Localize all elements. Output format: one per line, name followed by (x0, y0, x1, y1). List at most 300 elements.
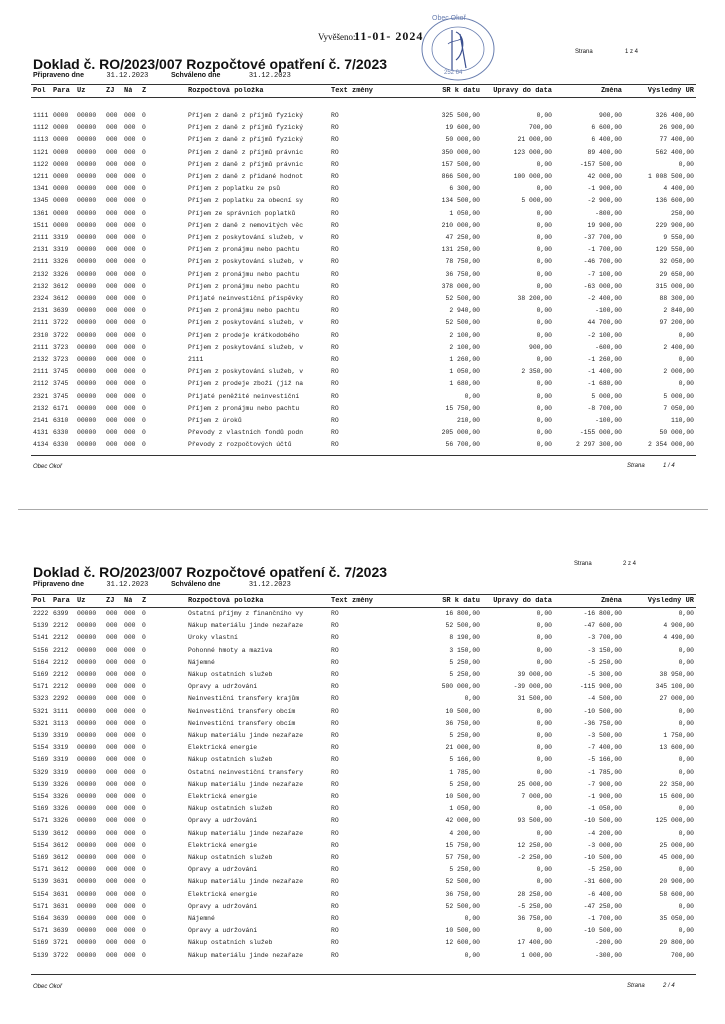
cell-z: 0 (142, 866, 146, 874)
cell-zj: 000 (106, 658, 118, 666)
cell-text: RO (331, 441, 339, 449)
cell-pol: 5321 (33, 719, 49, 727)
cell-na: 000 (124, 622, 136, 630)
cell-zmena: 900,00 (598, 112, 622, 119)
cell-z: 0 (142, 646, 146, 654)
cell-para: 2292 (53, 695, 69, 703)
cell-uz: 00000 (77, 768, 97, 776)
cell-item: Příjem z daně z přidané hodnot (188, 173, 304, 180)
col-zj: ZJ (106, 597, 115, 605)
cell-opravy: 1 000,00 (521, 951, 552, 959)
cell-opravy: 0,00 (536, 160, 552, 168)
cell-text: RO (331, 683, 339, 691)
cell-uz: 00000 (77, 829, 97, 837)
page-2-footer-org: Obec Okoř (33, 984, 63, 990)
cell-para: 3111 (53, 707, 69, 715)
cell-zmena: -16 800,00 (583, 610, 622, 617)
cell-sr: 16 800,00 (445, 610, 480, 617)
cell-para: 6171 (53, 404, 69, 412)
cell-vysledny: 29 800,00 (659, 939, 694, 947)
cell-na: 000 (124, 234, 136, 241)
cell-para: 3326 (53, 270, 69, 278)
cell-opravy: 0,00 (536, 805, 552, 813)
table-row (0, 197, 725, 207)
cell-item: Příjem z daně z příjmů fyzický (188, 124, 304, 132)
cell-item: Příjem z poskytování služeb, v (188, 234, 304, 241)
cell-uz: 00000 (77, 392, 97, 400)
table-row (0, 307, 725, 317)
cell-vysledny: 4 400,00 (663, 185, 694, 193)
cell-zj: 000 (106, 646, 118, 654)
cell-zj: 000 (106, 744, 118, 752)
cell-uz: 00000 (77, 744, 97, 752)
cell-na: 000 (124, 780, 136, 788)
cell-text: RO (331, 112, 339, 119)
cell-uz: 00000 (77, 404, 97, 412)
cell-na: 000 (124, 258, 136, 266)
cell-zj: 000 (106, 221, 118, 229)
cell-z: 0 (142, 683, 146, 691)
cell-vysledny: 2 354 000,00 (647, 441, 694, 449)
cell-zmena: -2 100,00 (587, 331, 622, 339)
cell-z: 0 (142, 902, 146, 910)
cell-pol: 5164 (33, 915, 49, 922)
cell-para: 3745 (53, 380, 69, 388)
cell-pol: 5169 (33, 805, 49, 813)
cell-na: 000 (124, 744, 136, 752)
page-1-header-top-rule (31, 84, 696, 85)
cell-uz: 00000 (77, 915, 97, 922)
cell-zmena: -4 200,00 (587, 829, 622, 837)
col-vysledny: Výsledný UR (647, 597, 694, 605)
cell-zj: 000 (106, 343, 118, 351)
cell-na: 000 (124, 890, 136, 898)
cell-na: 000 (124, 683, 136, 691)
cell-sr: 52 500,00 (445, 878, 480, 886)
cell-z: 0 (142, 356, 146, 363)
cell-zmena: 44 700,00 (587, 319, 622, 327)
table-row (0, 136, 725, 146)
cell-sr: 210,00 (456, 417, 480, 424)
cell-item: Neinvestiční transfery krajům (188, 695, 300, 703)
cell-item: Převody z rozpočtových účtů (188, 441, 292, 449)
cell-item: Příjem z daně z příjmů právnic (188, 160, 304, 168)
cell-text: RO (331, 695, 339, 703)
col-vysledny: Výsledný UR (647, 87, 694, 95)
cell-zj: 000 (106, 392, 118, 400)
cell-opravy: 0,00 (536, 441, 552, 449)
cell-zj: 000 (106, 197, 118, 205)
cell-text: RO (331, 307, 339, 315)
table-row (0, 793, 725, 803)
cell-item: Příjem z úroků (188, 417, 242, 424)
table-row (0, 368, 725, 378)
cell-para: 2212 (53, 671, 69, 678)
cell-item: Opravy a udržování (188, 683, 258, 691)
cell-vysledny: 20 900,00 (659, 878, 694, 886)
cell-sr: 4 200,00 (449, 829, 480, 837)
cell-item: Příjem z pronájmu nebo pachtu (188, 270, 300, 278)
cell-zj: 000 (106, 622, 118, 630)
cell-pol: 2222 (33, 610, 49, 617)
cell-na: 000 (124, 939, 136, 947)
cell-zmena: -3 150,00 (587, 646, 622, 654)
cell-z: 0 (142, 671, 146, 678)
posted-date: 11-01- 2024 (354, 29, 424, 43)
cell-opravy: 0,00 (536, 658, 552, 666)
cell-uz: 00000 (77, 307, 97, 315)
table-row (0, 781, 725, 791)
cell-opravy: 0,00 (536, 732, 552, 739)
cell-uz: 00000 (77, 221, 97, 229)
cell-z: 0 (142, 841, 146, 849)
cell-z: 0 (142, 404, 146, 412)
table-row (0, 222, 725, 232)
cell-uz: 00000 (77, 148, 97, 156)
page-1-footer-strana: Strana (627, 463, 645, 469)
cell-vysledny: 32 050,00 (659, 258, 694, 266)
cell-text: RO (331, 902, 339, 910)
cell-vysledny: 0,00 (678, 356, 694, 363)
cell-z: 0 (142, 756, 146, 764)
cell-na: 000 (124, 841, 136, 849)
cell-sr: 5 250,00 (449, 866, 480, 874)
cell-zmena: -10 500,00 (583, 817, 622, 825)
cell-sr: 12 600,00 (445, 939, 480, 947)
cell-item: Elektrická energie (188, 890, 258, 898)
table-row (0, 417, 725, 427)
cell-item: Elektrická energie (188, 841, 258, 849)
cell-para: 3319 (53, 768, 69, 776)
table-row (0, 878, 725, 888)
cell-pol: 2132 (33, 270, 49, 278)
cell-na: 000 (124, 756, 136, 764)
cell-zmena: -3 500,00 (587, 732, 622, 739)
cell-text: RO (331, 756, 339, 764)
cell-zmena: -200,00 (595, 939, 622, 947)
cell-z: 0 (142, 136, 146, 144)
cell-zj: 000 (106, 805, 118, 813)
cell-para: 3631 (53, 890, 69, 898)
cell-text: RO (331, 221, 339, 229)
cell-z: 0 (142, 258, 146, 266)
cell-z: 0 (142, 368, 146, 376)
cell-text: RO (331, 646, 339, 654)
cell-item: Příjem z pronájmu nebo pachtu (188, 307, 300, 315)
col-zj: ZJ (106, 87, 115, 95)
cell-zmena: -1 050,00 (587, 805, 622, 813)
cell-opravy: -5 250,00 (517, 902, 552, 910)
cell-zj: 000 (106, 185, 118, 193)
cell-uz: 00000 (77, 793, 97, 800)
cell-text: RO (331, 136, 339, 144)
cell-sr: 134 500,00 (441, 197, 480, 205)
cell-vysledny: 7 050,00 (663, 404, 694, 412)
cell-zj: 000 (106, 173, 118, 180)
cell-z: 0 (142, 890, 146, 898)
cell-para: 6399 (53, 610, 69, 617)
cell-z: 0 (142, 209, 146, 217)
cell-vysledny: 136 600,00 (655, 197, 694, 205)
cell-zmena: -300,00 (595, 951, 622, 959)
cell-z: 0 (142, 719, 146, 727)
cell-z: 0 (142, 221, 146, 229)
cell-sr: 205 000,00 (441, 429, 480, 437)
cell-z: 0 (142, 270, 146, 278)
cell-na: 000 (124, 719, 136, 727)
cell-zj: 000 (106, 695, 118, 703)
col-change-text: Text změny (331, 597, 374, 605)
cell-opravy: 123 000,00 (513, 148, 552, 156)
cell-z: 0 (142, 878, 146, 886)
cell-uz: 00000 (77, 854, 97, 861)
cell-pol: 5139 (33, 732, 49, 739)
cell-pol: 5323 (33, 695, 49, 703)
cell-item: Nákup materiálu jinde nezařaze (188, 951, 304, 959)
cell-para: 3639 (53, 915, 69, 922)
cell-sr: 500 000,00 (441, 683, 480, 691)
cell-na: 000 (124, 221, 136, 229)
cell-text: RO (331, 234, 339, 241)
cell-vysledny: 110,00 (670, 417, 694, 424)
cell-zj: 000 (106, 356, 118, 363)
cell-zj: 000 (106, 234, 118, 241)
cell-pol: 2112 (33, 380, 49, 388)
cell-zmena: 2 297 300,00 (575, 441, 622, 449)
cell-item: Nákup materiálu jinde nezařaze (188, 829, 304, 837)
page-1-title: Doklad č. RO/2023/007 Rozpočtové opatření č. 7/2023 (33, 56, 388, 72)
col-opravy: Úpravy do data (493, 87, 552, 95)
cell-uz: 00000 (77, 356, 97, 363)
cell-opravy: 0,00 (536, 258, 552, 266)
cell-sr: 52 500,00 (445, 319, 480, 327)
cell-zj: 000 (106, 404, 118, 412)
cell-zj: 000 (106, 258, 118, 266)
table-row (0, 393, 725, 403)
table-row (0, 319, 725, 329)
cell-opravy: 0,00 (536, 866, 552, 874)
cell-vysledny: 125 000,00 (655, 817, 694, 825)
cell-para: 3745 (53, 368, 69, 376)
cell-para: 2212 (53, 658, 69, 666)
cell-vysledny: 26 900,00 (659, 124, 694, 132)
cell-pol: 5171 (33, 927, 49, 935)
table-row (0, 659, 725, 669)
cell-na: 000 (124, 112, 136, 119)
cell-na: 000 (124, 878, 136, 886)
cell-item: Opravy a udržování (188, 866, 258, 874)
table-row (0, 830, 725, 840)
cell-vysledny: 9 550,00 (663, 234, 694, 241)
cell-z: 0 (142, 160, 146, 168)
page-1-footer-rule (31, 455, 696, 456)
cell-pol: 2132 (33, 404, 49, 412)
cell-opravy: 0,00 (536, 429, 552, 437)
cell-z: 0 (142, 319, 146, 327)
page-1-approved (171, 72, 291, 80)
cell-vysledny: 0,00 (678, 658, 694, 666)
cell-opravy: 31 500,00 (517, 695, 552, 703)
cell-na: 000 (124, 695, 136, 703)
cell-sr: 1 050,00 (449, 368, 480, 376)
table-row (0, 283, 725, 293)
cell-text: RO (331, 805, 339, 813)
cell-zj: 000 (106, 793, 118, 800)
cell-text: RO (331, 368, 339, 376)
cell-uz: 00000 (77, 173, 97, 180)
cell-sr: 21 000,00 (445, 744, 480, 752)
cell-vysledny: 0,00 (678, 610, 694, 617)
cell-para: 2212 (53, 622, 69, 630)
cell-z: 0 (142, 817, 146, 825)
cell-text: RO (331, 270, 339, 278)
cell-vysledny: 1 008 500,00 (647, 173, 694, 180)
cell-para: 3612 (53, 841, 69, 849)
cell-text: RO (331, 744, 339, 752)
table-row (0, 185, 725, 195)
cell-text: RO (331, 658, 339, 666)
cell-text: RO (331, 780, 339, 788)
table-row (0, 441, 725, 451)
cell-text: RO (331, 295, 339, 302)
table-row (0, 634, 725, 644)
col-sr: SR k datu (442, 87, 480, 95)
page-2-title: Doklad č. RO/2023/007 Rozpočtové opatření č. 7/2023 (33, 564, 388, 580)
cell-item: Příjem z poskytování služeb, v (188, 319, 304, 327)
cell-z: 0 (142, 197, 146, 205)
cell-opravy: 12 250,00 (517, 841, 552, 849)
cell-pol: 1112 (33, 124, 49, 132)
cell-vysledny: 562 400,00 (655, 148, 694, 156)
table-row (0, 622, 725, 632)
cell-pol: 1121 (33, 148, 49, 156)
cell-sr: 1 050,00 (449, 805, 480, 813)
cell-para: 3319 (53, 246, 69, 254)
table-row (0, 210, 725, 220)
cell-para: 3639 (53, 927, 69, 935)
cell-zj: 000 (106, 768, 118, 776)
cell-pol: 5139 (33, 622, 49, 630)
cell-item: Ostatní příjmy z finančního vy (188, 610, 304, 617)
cell-pol: 5169 (33, 671, 49, 678)
cell-na: 000 (124, 671, 136, 678)
cell-text: RO (331, 429, 339, 437)
cell-item: Příjem z daně z příjmů fyzický (188, 112, 304, 119)
cell-zj: 000 (106, 829, 118, 837)
cell-zmena: 5 000,00 (591, 392, 622, 400)
cell-opravy: 0,00 (536, 417, 552, 424)
cell-uz: 00000 (77, 209, 97, 217)
cell-na: 000 (124, 197, 136, 205)
cell-text: RO (331, 209, 339, 217)
cell-para: 3745 (53, 392, 69, 400)
cell-pol: 2111 (33, 368, 49, 376)
cell-sr: 210 000,00 (441, 221, 480, 229)
cell-text: RO (331, 380, 339, 388)
cell-text: RO (331, 866, 339, 874)
cell-uz: 00000 (77, 319, 97, 327)
cell-z: 0 (142, 805, 146, 813)
cell-pol: 5171 (33, 902, 49, 910)
cell-zj: 000 (106, 270, 118, 278)
cell-pol: 2141 (33, 417, 49, 424)
cell-text: RO (331, 282, 339, 290)
cell-z: 0 (142, 282, 146, 290)
cell-zj: 000 (106, 441, 118, 449)
cell-vysledny: 0,00 (678, 829, 694, 837)
cell-na: 000 (124, 356, 136, 363)
cell-zj: 000 (106, 429, 118, 437)
cell-para: 0000 (53, 112, 69, 119)
cell-uz: 00000 (77, 185, 97, 193)
cell-text: RO (331, 878, 339, 886)
cell-uz: 00000 (77, 368, 97, 376)
cell-item: Elektrická energie (188, 793, 258, 800)
page-separator (18, 509, 708, 510)
cell-na: 000 (124, 951, 136, 959)
cell-uz: 00000 (77, 658, 97, 666)
cell-zj: 000 (106, 707, 118, 715)
cell-para: 3326 (53, 793, 69, 800)
cell-na: 000 (124, 817, 136, 825)
cell-item: Opravy a udržování (188, 817, 258, 825)
cell-zj: 000 (106, 939, 118, 947)
cell-opravy: 0,00 (536, 927, 552, 935)
cell-uz: 00000 (77, 258, 97, 266)
cell-vysledny: 0,00 (678, 902, 694, 910)
page-2-column-header (0, 597, 725, 607)
cell-vysledny: 22 350,00 (659, 780, 694, 788)
prepared-label: Připraveno dne (33, 72, 84, 79)
prepared-date: 31.12.2023 (106, 72, 149, 80)
cell-text: RO (331, 319, 339, 327)
cell-z: 0 (142, 610, 146, 617)
cell-item: Příjem z daně z příjmů fyzický (188, 136, 304, 144)
cell-item: Nákup ostatních služeb (188, 671, 273, 678)
cell-z: 0 (142, 392, 146, 400)
cell-opravy: 100 000,00 (513, 173, 552, 180)
table-row (0, 112, 725, 122)
cell-zmena: 19 900,00 (587, 221, 622, 229)
cell-item: Pohonné hmoty a maziva (188, 646, 273, 654)
cell-zj: 000 (106, 878, 118, 886)
cell-item: Nájemné (188, 915, 215, 922)
cell-pol: 1341 (33, 185, 49, 193)
cell-item: Ostatní neinvestiční transfery (188, 768, 304, 776)
cell-sr: 2 940,00 (449, 307, 480, 315)
cell-uz: 00000 (77, 671, 97, 678)
cell-uz: 00000 (77, 902, 97, 910)
table-row (0, 234, 725, 244)
cell-sr: 5 250,00 (449, 780, 480, 788)
cell-para: 0000 (53, 148, 69, 156)
cell-para: 3631 (53, 902, 69, 910)
cell-sr: 50 000,00 (445, 136, 480, 144)
cell-pol: 5154 (33, 841, 49, 849)
cell-vysledny: 0,00 (678, 331, 694, 339)
cell-uz: 00000 (77, 610, 97, 617)
cell-z: 0 (142, 854, 146, 861)
cell-z: 0 (142, 173, 146, 180)
cell-zj: 000 (106, 841, 118, 849)
cell-na: 000 (124, 246, 136, 254)
cell-zmena: -2 400,00 (587, 295, 622, 302)
col-uz: Uz (77, 87, 86, 95)
cell-opravy: 7 000,00 (521, 793, 552, 800)
table-row (0, 915, 725, 925)
cell-opravy: 0,00 (536, 221, 552, 229)
cell-text: RO (331, 622, 339, 630)
